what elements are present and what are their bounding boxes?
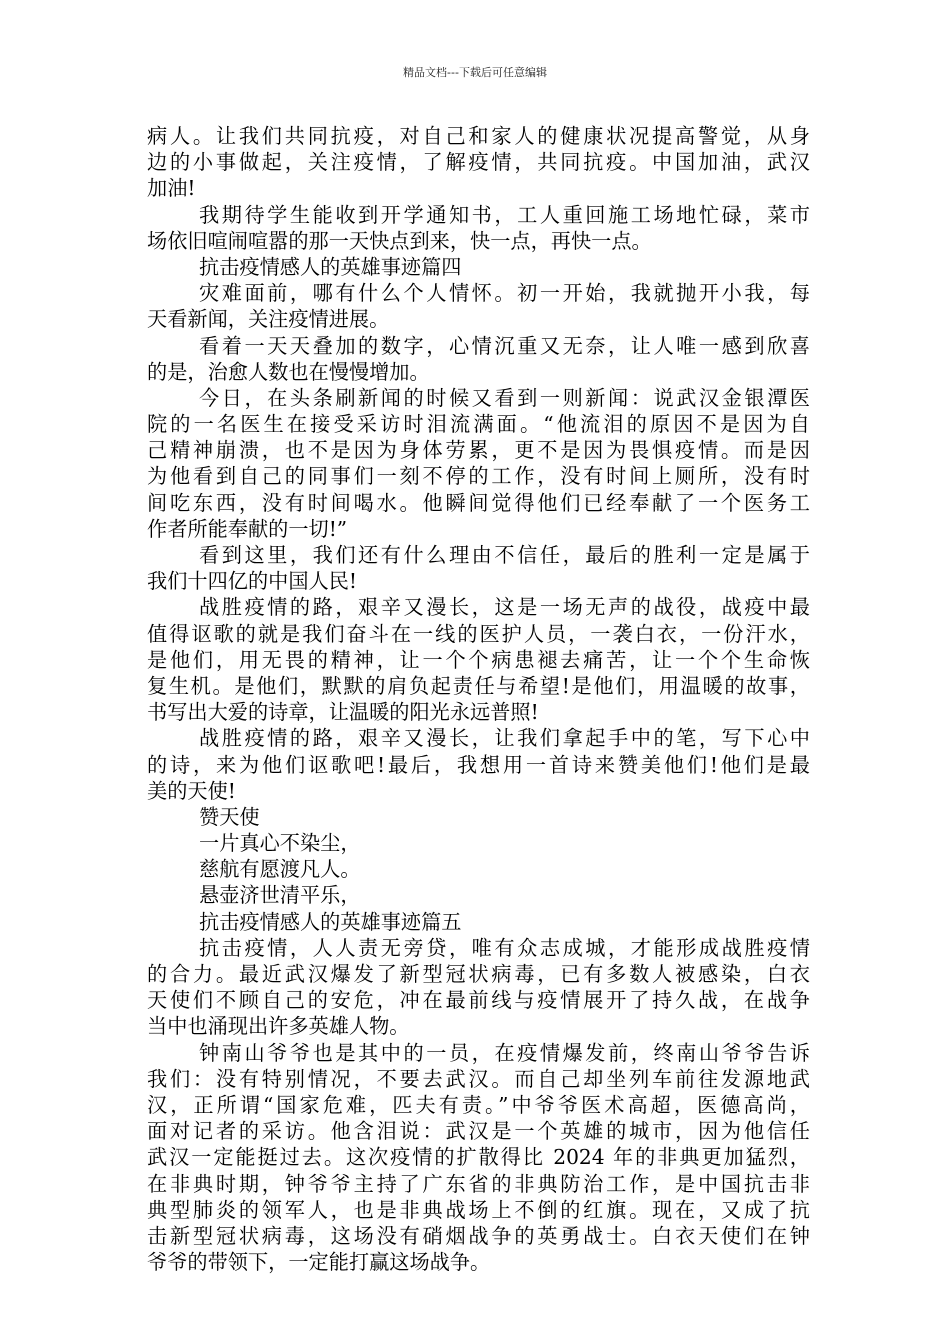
body-text	[147, 123, 810, 1275]
text-line: 看到这里，我们还有什么理由不信任，最后的胜利一定是属于	[199, 543, 810, 567]
text-line: 武汉一定能挺过去。这次疫情的扩散得比 2024 年的非典更加猛烈，	[147, 1145, 810, 1170]
text-line: 边的小事做起，关注疫情，了解疫情，共同抗疫。中国加油，武汉	[147, 150, 810, 175]
text-line: 灾难面前，哪有什么个人情怀。初一开始，我就抛开小我，每	[199, 281, 810, 306]
text-line: 我期待学生能收到开学通知书，工人重回施工场地忙碌，菜市	[199, 202, 810, 227]
text-line: 我们十四亿的中国人民!	[147, 569, 357, 594]
text-line: 今日，在头条刷新闻的时候又看到一则新闻：说武汉金银潭医	[199, 385, 810, 410]
text-line: 抗击疫情，人人责无旁贷，唯有众志成城，才能形成战胜疫情	[199, 935, 810, 960]
text-line: 典型肺炎的领军人，也是非典战场上不倒的红旗。现在，又成了抗	[147, 1197, 810, 1222]
text-line: 慈航有愿渡凡人。	[199, 857, 361, 882]
text-line: 战胜疫情的路，艰辛又漫长，这是一场无声的战役，战疫中最	[199, 595, 810, 620]
text-line: 的是，治愈人数也在慢慢增加。	[147, 359, 430, 384]
text-line: 钟南山爷爷也是其中的一员，在疫情爆发前，终南山爷爷告诉	[199, 1040, 810, 1065]
text-line: 复生机。是他们，默默的肩负起责任与希望!是他们，用温暖的故事，	[147, 673, 810, 698]
text-line: 一片真心不染尘，	[199, 831, 361, 856]
text-line: 在非典时期，钟爷爷主持了广东省的非典防治工作，是中国抗击非	[147, 1171, 810, 1196]
text-line: 天使们不顾自己的安危，冲在最前线与疫情展开了持久战，在战争	[147, 988, 810, 1013]
text-line: 病人。让我们共同抗疫，对自己和家人的健康状况提高警觉，从身	[147, 124, 810, 148]
text-line: 书写出大爱的诗章，让温暖的阳光永远普照!	[147, 700, 539, 725]
text-line: 的诗，来为他们讴歌吧!最后，我想用一首诗来赞美他们!他们是最	[147, 752, 810, 777]
text-line: 为他看到自己的同事们一刻不停的工作，没有时间上厕所，没有时	[147, 464, 810, 489]
text-line: 院的一名医生在接受采访时泪流满面。“他流泪的原因不是因为自	[147, 412, 810, 437]
text-line: 己精神崩溃，也不是因为身体劳累，更不是因为畏惧疫情。而是因	[147, 438, 810, 463]
text-line: 悬壶济世清平乐，	[199, 883, 361, 908]
text-line: 战胜疫情的路，艰辛又漫长，让我们拿起手中的笔，写下心中	[199, 726, 810, 751]
text-line: 抗击疫情感人的英雄事迹篇五	[199, 909, 462, 934]
text-line: 击新型冠状病毒，这场没有硝烟战争的英勇战士。白衣天使们在钟	[147, 1223, 810, 1248]
text-line: 汉，正所谓“国家危难，匹夫有责。”中爷爷医术高超，医德高尚，	[147, 1092, 810, 1117]
text-line: 赞天使	[199, 804, 260, 829]
page-header: 精品文档---下载后可任意编辑	[403, 66, 547, 79]
text-line: 当中也涌现出许多英雄人物。	[147, 1014, 410, 1039]
text-line: 爷爷的带领下，一定能打赢这场战争。	[147, 1250, 491, 1275]
text-line: 场依旧喧闹喧嚣的那一天快点到来，快一点，再快一点。	[147, 228, 652, 253]
text-line: 我们：没有特别情况，不要去武汉。而自己却坐列车前往发源地武	[147, 1066, 810, 1091]
text-line: 加油!	[147, 176, 196, 201]
text-line: 抗击疫情感人的英雄事迹篇四	[199, 254, 462, 279]
text-line: 面对记者的采访。他含泪说：武汉是一个英雄的城市，因为他信任	[147, 1119, 810, 1144]
text-line: 看着一天天叠加的数字，心情沉重又无奈，让人唯一感到欣喜	[199, 333, 810, 358]
text-line: 是他们，用无畏的精神，让一个个病患褪去痛苦，让一个个生命恢	[147, 647, 810, 672]
text-line: 美的天使!	[147, 778, 236, 803]
text-line: 间吃东西，没有时间喝水。他瞬间觉得他们已经奉献了一个医务工	[147, 490, 810, 515]
text-line: 的合力。最近武汉爆发了新型冠状病毒，已有多数人被感染，白衣	[147, 962, 810, 986]
text-line: 值得讴歌的就是我们奋斗在一线的医护人员，一袭白衣，一份汗水，	[147, 621, 810, 646]
text-line: 作者所能奉献的一切!”	[147, 516, 348, 541]
text-line: 天看新闻，关注疫情进展。	[147, 307, 390, 332]
